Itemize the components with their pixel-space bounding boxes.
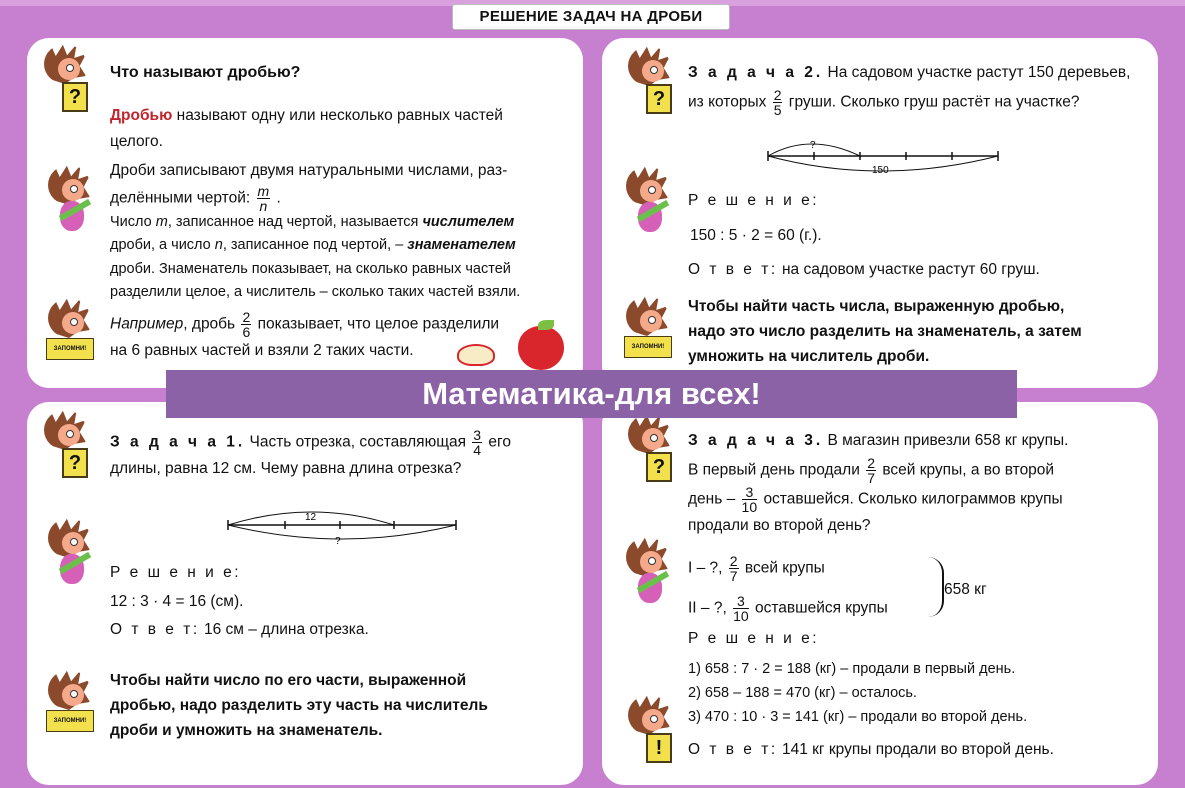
card4-line1: З а д а ч а 3. В магазин привезли 658 кг крупы. <box>688 432 1069 449</box>
fraction-3-10-cond: $\frac{3}{10}$ <box>733 593 749 624</box>
card1-p4: дроби, а число n, записанное под чертой, – знаменателем <box>110 237 516 253</box>
card4-step2: 2) 658 – 188 = 470 (кг) – осталось. <box>688 685 917 701</box>
card1-definition: Дробью называют одну или несколько равных частей <box>110 107 503 124</box>
card4-line3: день – $\frac{3}{10}$ оставшейся. Сколько килограммов крупы <box>688 484 1063 515</box>
card3-rule-line1: Чтобы найти число по его части, выраженной <box>110 672 467 689</box>
card1-question: Что называют дробью? <box>110 64 301 81</box>
fraction-m-n: $\frac{m}{n}$ <box>257 183 270 214</box>
card4-solution-label: Р е ш е н и е: <box>688 630 819 647</box>
card1-p5: дроби. Знаменатель показывает, на сколько равных частей <box>110 261 511 277</box>
card4-total: 658 кг <box>944 581 987 598</box>
card4-step3: 3) 470 : 10 · 3 = 141 (кг) – продали во второй день. <box>688 709 1028 725</box>
card4-line4: продали во второй день? <box>688 517 871 534</box>
card3-rule-line2: дробью, надо разделить эту часть на числитель <box>110 697 488 714</box>
card3-calc: 12 : 3 · 4 = 16 (см). <box>110 593 244 610</box>
card1-p6: разделили целое, а числитель – сколько таких частей взяли. <box>110 284 521 300</box>
segment-diagram-12 <box>222 505 472 553</box>
fraction-2-7-cond: $\frac{2}{7}$ <box>729 553 738 584</box>
card2-answer: О т в е т: на садовом участке растут 60 груш. <box>688 261 1040 278</box>
card4-condition1: I – ?, $\frac{2}{7}$ всей крупы <box>688 553 825 584</box>
card3-answer: О т в е т: 16 см – длина отрезка. <box>110 621 369 638</box>
card4-condition2: II – ?, $\frac{3}{10}$ оставшейся крупы <box>688 593 888 624</box>
seg-top-label: 12 <box>305 512 317 523</box>
card2-calc: 150 : 5 · 2 = 60 (г.). <box>690 227 822 244</box>
card3-rule-line3: дроби и умножить на знаменатель. <box>110 722 383 739</box>
card2-solution-label: Р е ш е н и е: <box>688 192 819 209</box>
seg-bottom-label: 150 <box>872 165 889 176</box>
card1-example: Например, дробь $\frac{2}{6}$ показывает, что целое разделили <box>110 309 500 340</box>
card4-line2: В первый день продали $\frac{2}{7}$ всей крупы, а во второй <box>688 455 1055 486</box>
card2-rule-line2: надо это число разделить на знаменатель, а затем <box>688 323 1082 340</box>
card1-p3: Число m, записанное над чертой, называется числителем <box>110 214 515 230</box>
page-title: РЕШЕНИЕ ЗАДАЧ НА ДРОБИ <box>452 4 730 30</box>
card1-p2-line2: делёнными чертой: $\frac{m}{n}$ . <box>110 183 281 214</box>
card2-line1: З а д а ч а 2. На садовом участке растут 150 деревьев, <box>688 64 1131 81</box>
card3-line1: З а д а ч а 1. Часть отрезка, составляющая $\frac{3}{4}$ его <box>110 427 511 458</box>
watermark-banner: Математика-для всех! <box>166 370 1017 418</box>
apple-icon <box>518 326 564 370</box>
segment-diagram-150 <box>760 132 1010 180</box>
arc-bottom <box>228 525 456 539</box>
seg-top-label: ? <box>810 140 816 151</box>
fraction-2-6: $\frac{2}{6}$ <box>242 309 251 340</box>
apple-leaf-icon <box>538 320 554 330</box>
fraction-3-10: $\frac{3}{10}$ <box>741 484 758 515</box>
card1-p2-line1: Дроби записывают двумя натуральными числами, раз- <box>110 162 508 179</box>
apple-slice-icon <box>457 344 495 366</box>
card3-solution-label: Р е ш е н и е: <box>110 564 241 581</box>
card3-line2: длины, равна 12 см. Чему равна длина отрезка? <box>110 460 462 477</box>
brace-icon <box>928 557 944 617</box>
card2-line2: из которых $\frac{2}{5}$ груши. Сколько груш растёт на участке? <box>688 87 1080 118</box>
card4-step1: 1) 658 : 7 · 2 = 188 (кг) – продали в первый день. <box>688 661 1016 677</box>
card2-rule-line3: умножить на числитель дроби. <box>688 348 930 365</box>
fraction-3-4: $\frac{3}{4}$ <box>473 427 482 458</box>
card2-rule-line1: Чтобы найти часть числа, выраженную дробью, <box>688 298 1065 315</box>
card1-example-line2: на 6 равных частей и взяли 2 таких части. <box>110 342 414 359</box>
fraction-2-5: $\frac{2}{5}$ <box>773 87 782 118</box>
fraction-2-7: $\frac{2}{7}$ <box>867 455 875 486</box>
card1-definition-line2: целого. <box>110 133 163 150</box>
seg-bottom-label: ? <box>335 536 341 547</box>
card4-answer: О т в е т: 141 кг крупы продали во второй день. <box>688 741 1054 758</box>
